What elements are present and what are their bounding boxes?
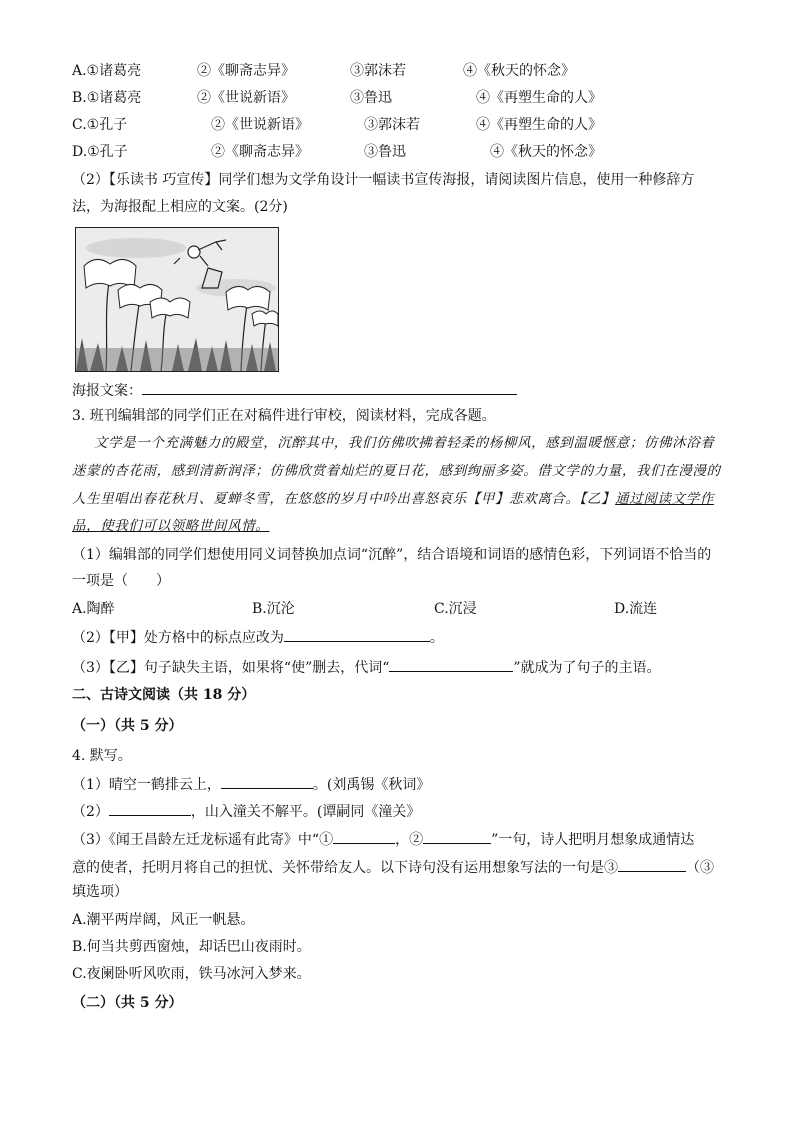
q3-passage-text: 人生里唱出春花秋月、夏蝉冬雪，在悠悠的岁月中吟出喜怒哀乐【甲】悲欢离合。【乙】 — [72, 491, 616, 507]
q3-sub2-text: （2）【甲】处方格中的标点应改为 — [72, 630, 284, 646]
option-a-2: ②《聊斋志异》 — [197, 63, 295, 79]
q3-sub2-end: 。 — [429, 630, 444, 646]
option-c-2: ②《世说新语》 — [211, 117, 309, 133]
q4-option-b: B.何当共剪西窗烛，却话巴山夜雨时。 — [72, 939, 311, 955]
poster-copy-row — [72, 379, 517, 401]
option-a-1: A.①诸葛亮 — [72, 63, 142, 79]
option-c-3: ③郭沫若 — [364, 117, 420, 133]
q4-3-line-1 — [72, 828, 694, 850]
q4-1-source: 。(刘禹锡《秋词》 — [312, 777, 431, 793]
q4-2 — [72, 800, 420, 822]
option-c-1: C.①孔子 — [72, 117, 128, 133]
option-d-2: ②《聊斋志异》 — [211, 144, 309, 160]
option-b-3: ③鲁迅 — [350, 90, 392, 106]
q4-3-mark-2: ② — [409, 832, 424, 848]
section-2-title: 二、古诗文阅读（共 18 分） — [72, 687, 256, 703]
q4-3-line-2 — [72, 856, 714, 878]
option-d-4: ④《秋天的怀念》 — [490, 144, 602, 160]
q3-option-b: B.沉沦 — [252, 601, 295, 617]
q4-3-mark-1: ① — [319, 832, 334, 848]
q3-sub1-line-1: （1）编辑部的同学们想使用同义词替换加点词“沉醉”，结合语境和词语的感情色彩，下列词语不恰当的 — [72, 547, 712, 563]
q4-option-a: A.潮平两岸阔，风正一帆悬。 — [72, 912, 255, 928]
option-d-1: D.①孔子 — [72, 144, 128, 160]
q4-title: 4. 默写。 — [72, 748, 132, 764]
q3-sub3-input[interactable] — [389, 656, 513, 672]
option-a-3: ③郭沫若 — [350, 63, 406, 79]
q4-3-sep: ， — [395, 832, 410, 848]
q4-3-line-3: 填选项） — [72, 884, 128, 900]
q3-passage-underlined: 通过阅读文学作 — [615, 491, 714, 507]
option-b-2: ②《世说新语》 — [197, 90, 295, 106]
poster-copy-input[interactable] — [142, 379, 517, 395]
option-b-4: ④《再塑生命的人》 — [476, 90, 602, 106]
q4-1-text: （1）晴空一鹤排云上， — [72, 777, 221, 793]
q3-sub2-input[interactable] — [284, 626, 430, 642]
q4-2-text: ，山入潼关不解平。(谭嗣同《潼关》 — [190, 804, 421, 820]
q3-passage-line-1: 文学是一个充满魅力的殿堂，沉醉其中，我们仿佛吹拂着轻柔的杨柳风，感到温暖惬意；仿佛沐浴着 — [94, 435, 715, 451]
q4-3-input-3[interactable] — [618, 856, 686, 872]
q4-3-line-2-end: （③ — [686, 860, 714, 876]
q4-option-c: C.夜阑卧听风吹雨，铁马冰河入梦来。 — [72, 966, 311, 982]
q3-sub1-line-2: 一项是（ ） — [72, 573, 170, 589]
poster-copy-label: 海报文案： — [72, 383, 142, 399]
q4-1 — [72, 773, 430, 795]
q3-option-c: C.沉浸 — [434, 601, 477, 617]
q2-line-1: （2）【乐读书 巧宣传】同学们想为文学角设计一幅读书宣传海报，请阅读图片信息，使用一种修辞方 — [72, 172, 695, 188]
q4-3-text-end: ”一句，诗人把明月想象成通情达 — [491, 832, 695, 848]
q3-passage-line-3 — [72, 489, 714, 509]
q4-1-input[interactable] — [221, 773, 313, 789]
option-a-4: ④《秋天的怀念》 — [463, 63, 575, 79]
option-b-1: B.①诸葛亮 — [72, 90, 142, 106]
q3-sub3-text: （3）【乙】句子缺失主语，如果将“使”删去，代词“ — [72, 660, 390, 676]
q3-title: 3. 班刊编辑部的同学们正在对稿件进行审校，阅读材料，完成各题。 — [72, 408, 496, 424]
option-d-3: ③鲁迅 — [364, 144, 406, 160]
option-c-4: ④《再塑生命的人》 — [476, 117, 602, 133]
q4-3-input-1[interactable] — [333, 828, 395, 844]
q4-2-label: （2） — [72, 804, 109, 820]
q3-sub3-end: ”就成为了句子的主语。 — [513, 660, 661, 676]
q3-sub3 — [72, 656, 661, 678]
q4-3-line-2-text: 意的使者，托明月将自己的担忧、关怀带给友人。以下诗句没有运用想象写法的一句是③ — [72, 860, 618, 876]
book-flower-drawing — [76, 228, 278, 371]
poster-illustration — [75, 227, 279, 372]
q3-sub2 — [72, 626, 444, 648]
q3-option-d: D.流连 — [614, 601, 658, 617]
q3-passage-line-2: 迷蒙的杏花雨，感到清新润泽；仿佛欣赏着灿烂的夏日花，感到绚丽多姿。借文学的力量，我们在漫漫的 — [72, 463, 721, 479]
q3-option-a: A.陶醉 — [72, 601, 115, 617]
q2-line-2: 法，为海报配上相应的文案。(2分) — [72, 199, 288, 215]
q4-2-input[interactable] — [109, 800, 191, 816]
q4-3-input-2[interactable] — [423, 828, 491, 844]
section-2-part-2: （二）（共 5 分） — [72, 995, 183, 1011]
section-2-part-1: （一）（共 5 分） — [72, 718, 183, 734]
q3-passage-line-4: 品，使我们可以领略世间风情。 — [72, 518, 270, 534]
q4-3-text: （3）《闻王昌龄左迁龙标遥有此寄》中“ — [72, 832, 320, 848]
